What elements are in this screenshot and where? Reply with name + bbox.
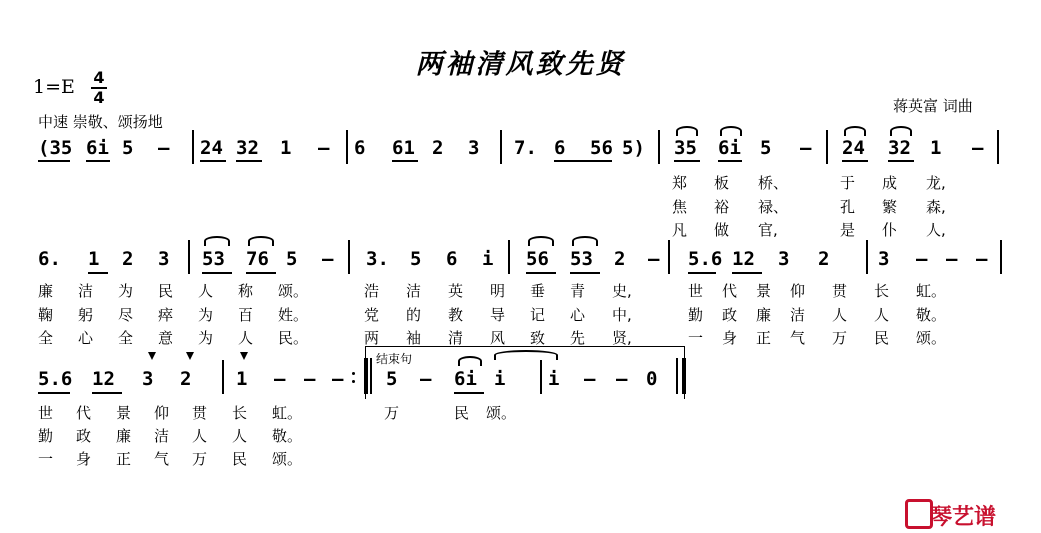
lyric: 两 — [364, 329, 380, 347]
beam — [732, 272, 762, 274]
barline — [866, 240, 868, 274]
slur — [528, 236, 554, 246]
lyric: 垂 — [530, 282, 546, 300]
lyric: 全 — [38, 329, 54, 347]
beam — [200, 160, 226, 162]
lyric: 廉 — [116, 427, 132, 445]
beam — [842, 160, 868, 162]
note: 76 — [246, 248, 269, 270]
lyric: 人 — [198, 282, 214, 300]
lyric: 浩 — [364, 282, 380, 300]
ending-bracket — [365, 346, 685, 399]
note: 53 — [570, 248, 593, 270]
note: 6i — [718, 137, 741, 159]
note: 1 — [88, 248, 100, 270]
lyric: 长 — [874, 282, 890, 300]
lyric: 洁 — [154, 427, 170, 445]
lyric: 民 — [454, 404, 470, 422]
lyric: 颂。 — [486, 404, 517, 422]
barline — [826, 130, 828, 164]
lyric: 教 — [448, 306, 464, 324]
barline — [192, 130, 194, 164]
note: 3 — [158, 248, 170, 270]
note: 6 — [446, 248, 458, 270]
lyric: 贯 — [192, 404, 208, 422]
lyric: 代 — [76, 404, 92, 422]
lyric: 世 — [38, 404, 54, 422]
accent-mark — [240, 352, 248, 360]
note: – — [158, 137, 170, 159]
lyric: 桥、 — [758, 174, 789, 192]
lyric: 景 — [116, 404, 132, 422]
lyric: 导 — [490, 306, 506, 324]
lyric: 民 — [874, 329, 890, 347]
lyric: 尽 — [118, 306, 134, 324]
note: 5) — [622, 137, 645, 159]
lyric: 史, — [612, 282, 632, 300]
note: 5.6 — [38, 368, 73, 390]
note: 12 — [732, 248, 755, 270]
note: – — [274, 368, 286, 390]
lyric: 敬。 — [272, 427, 303, 445]
lyric: 龙, — [926, 174, 946, 192]
repeat-dot — [352, 372, 355, 375]
beam — [554, 160, 612, 162]
lyric: 做 — [714, 221, 730, 239]
beam — [526, 272, 556, 274]
lyric: 躬 — [78, 306, 94, 324]
lyric: 身 — [722, 329, 738, 347]
lyric: 先 — [570, 329, 586, 347]
note: 5 — [386, 368, 398, 390]
lyric: 气 — [154, 450, 170, 468]
lyric: 瘁 — [158, 306, 174, 324]
note: 5 — [410, 248, 422, 270]
lyric: 孔 — [840, 198, 856, 216]
note: 7. — [514, 137, 537, 159]
lyric: 万 — [832, 329, 848, 347]
beam — [246, 272, 276, 274]
note: 3. — [366, 248, 389, 270]
note: – — [648, 248, 660, 270]
composer-credit: 蒋英富 词曲 — [893, 97, 973, 115]
lyric: 青 — [570, 282, 586, 300]
note: – — [800, 137, 812, 159]
lyric: 世 — [688, 282, 704, 300]
note: 1 — [236, 368, 248, 390]
lyric: 姓。 — [278, 306, 309, 324]
slur — [720, 126, 742, 136]
barline — [188, 240, 190, 274]
beam — [718, 160, 742, 162]
lyric: 意 — [158, 329, 174, 347]
lyric: 廉 — [756, 306, 772, 324]
lyric: 郑 — [672, 174, 688, 192]
lyric: 贤, — [612, 329, 632, 347]
note: 2 — [818, 248, 830, 270]
barline — [222, 360, 224, 394]
beam — [38, 392, 70, 394]
lyric: 民 — [232, 450, 248, 468]
song-title: 两袖清风致先贤 — [415, 49, 626, 80]
note: – — [946, 248, 958, 270]
lyric: 民 — [158, 282, 174, 300]
beam — [392, 160, 418, 162]
note: 24 — [842, 137, 865, 159]
note: 6. — [38, 248, 61, 270]
note: 2 — [180, 368, 192, 390]
barline — [508, 240, 510, 274]
lyric: 民。 — [278, 329, 309, 347]
lyric: 洁 — [406, 282, 422, 300]
lyric: 景 — [756, 282, 772, 300]
note: – — [916, 248, 928, 270]
lyric: 森, — [926, 198, 946, 216]
lyric: 心 — [570, 306, 586, 324]
note: – — [304, 368, 316, 390]
beam — [888, 160, 914, 162]
lyric: 贯 — [832, 282, 848, 300]
site-logo: 琴艺谱 — [930, 505, 997, 530]
slur — [844, 126, 866, 136]
lyric: 政 — [722, 306, 738, 324]
slur — [676, 126, 698, 136]
barline — [346, 130, 348, 164]
barline — [1000, 240, 1002, 274]
note: 6 — [354, 137, 366, 159]
lyric: 于 — [840, 174, 856, 192]
lyric: 万 — [192, 450, 208, 468]
lyric: 仰 — [790, 282, 806, 300]
barline — [997, 130, 999, 164]
note: 24 — [200, 137, 223, 159]
barline — [658, 130, 660, 164]
lyric: 正 — [756, 329, 772, 347]
lyric: 鞠 — [38, 306, 54, 324]
beam — [202, 272, 232, 274]
barline — [348, 240, 350, 274]
slur — [248, 236, 274, 246]
note: i — [482, 248, 494, 270]
note: i — [494, 368, 506, 390]
note: 6 — [554, 137, 566, 159]
note: 53 — [202, 248, 225, 270]
beam — [236, 160, 262, 162]
note: 5 — [286, 248, 298, 270]
lyric: 官, — [758, 221, 778, 239]
note: 3 — [878, 248, 890, 270]
lyric: 洁 — [790, 306, 806, 324]
lyric: 风 — [490, 329, 506, 347]
beam — [92, 392, 122, 394]
accent-mark — [148, 352, 156, 360]
note: 56 — [526, 248, 549, 270]
note: – — [972, 137, 984, 159]
slur — [890, 126, 912, 136]
lyric: 繁 — [882, 198, 898, 216]
lyric: 人 — [232, 427, 248, 445]
note: 32 — [888, 137, 911, 159]
lyric: 记 — [530, 306, 546, 324]
lyric: 长 — [232, 404, 248, 422]
note: 5 — [760, 137, 772, 159]
note: 1 — [280, 137, 292, 159]
lyric: 明 — [490, 282, 506, 300]
lyric: 人 — [238, 329, 254, 347]
lyric: 成 — [882, 174, 898, 192]
lyric: 的 — [406, 306, 422, 324]
lyric: 颂。 — [278, 282, 309, 300]
tempo-marking: 中速 崇敬、颂扬地 — [38, 113, 163, 131]
lyric: 裕 — [714, 198, 730, 216]
note: 32 — [236, 137, 259, 159]
lyric: 人 — [192, 427, 208, 445]
note: – — [318, 137, 330, 159]
note: 2 — [122, 248, 134, 270]
note: 5 — [122, 137, 134, 159]
lyric: 称 — [238, 282, 254, 300]
meter-top: 4 — [93, 68, 105, 87]
lyric: 心 — [78, 329, 94, 347]
lyric: 全 — [118, 329, 134, 347]
note: – — [420, 368, 432, 390]
lyric: 虹。 — [916, 282, 947, 300]
note: – — [616, 368, 628, 390]
lyric: 勤 — [38, 427, 54, 445]
note: – — [976, 248, 988, 270]
note: – — [332, 368, 344, 390]
note: 3 — [778, 248, 790, 270]
beam — [88, 272, 108, 274]
lyric: 身 — [76, 450, 92, 468]
note: – — [322, 248, 334, 270]
lyric: 为 — [198, 306, 214, 324]
note: 3 — [142, 368, 154, 390]
lyric: 颂。 — [272, 450, 303, 468]
lyric: 禄、 — [758, 198, 789, 216]
note: 2 — [432, 137, 444, 159]
lyric: 焦 — [672, 198, 688, 216]
beam — [570, 272, 600, 274]
note: 12 — [92, 368, 115, 390]
lyric: 中, — [612, 306, 632, 324]
beam — [674, 160, 700, 162]
note: 35 — [674, 137, 697, 159]
lyric: 政 — [76, 427, 92, 445]
note: 0 — [646, 368, 658, 390]
lyric: 百 — [238, 306, 254, 324]
lyric: 致 — [530, 329, 546, 347]
lyric: 颂。 — [916, 329, 947, 347]
accent-mark — [186, 352, 194, 360]
beam — [688, 272, 716, 274]
lyric: 人 — [832, 306, 848, 324]
note: 56 — [590, 137, 613, 159]
note: 1 — [930, 137, 942, 159]
lyric: 为 — [118, 282, 134, 300]
lyric: 正 — [116, 450, 132, 468]
lyric: 袖 — [406, 329, 422, 347]
note: 2 — [614, 248, 626, 270]
barline — [668, 240, 670, 274]
note: i — [548, 368, 560, 390]
logo-icon — [905, 499, 933, 529]
lyric: 清 — [448, 329, 464, 347]
note: 6i — [454, 368, 477, 390]
lyric: 一 — [688, 329, 704, 347]
lyric: 党 — [364, 306, 380, 324]
lyric: 为 — [198, 329, 214, 347]
note: 6i — [86, 137, 109, 159]
lyric: 洁 — [78, 282, 94, 300]
barline — [500, 130, 502, 164]
lyric: 板 — [714, 174, 730, 192]
lyric: 虹。 — [272, 404, 303, 422]
ending-label: 结束句 — [376, 352, 413, 366]
beam — [38, 160, 70, 162]
time-signature — [91, 70, 107, 106]
lyric: 人, — [926, 221, 946, 239]
lyric: 是 — [840, 221, 856, 239]
lyric: 英 — [448, 282, 464, 300]
key-signature: 1=E — [33, 76, 75, 98]
lyric: 万 — [384, 404, 400, 422]
lyric: 气 — [790, 329, 806, 347]
note: 5.6 — [688, 248, 723, 270]
lyric: 廉 — [38, 282, 54, 300]
repeat-dot — [352, 380, 355, 383]
lyric: 勤 — [688, 306, 704, 324]
note: 3 — [468, 137, 480, 159]
lyric: 敬。 — [916, 306, 947, 324]
slur — [204, 236, 230, 246]
slur — [572, 236, 598, 246]
lyric: 凡 — [672, 221, 688, 239]
lyric: 人 — [874, 306, 890, 324]
lyric: 代 — [722, 282, 738, 300]
beam — [86, 160, 110, 162]
note: – — [584, 368, 596, 390]
note: (35 — [38, 137, 73, 159]
meter-bottom: 4 — [93, 88, 105, 107]
note: 61 — [392, 137, 415, 159]
lyric: 一 — [38, 450, 54, 468]
lyric: 仰 — [154, 404, 170, 422]
lyric: 仆 — [882, 221, 898, 239]
